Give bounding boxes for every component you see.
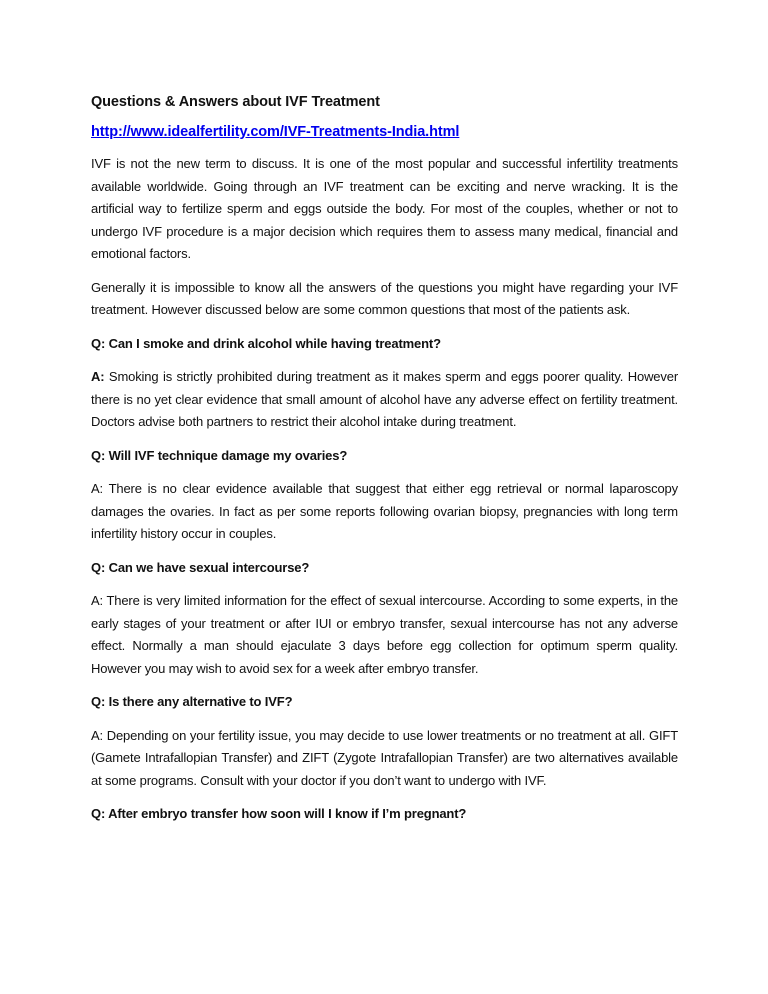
answer: A: There is very limited information for the effect of sexual intercourse. According to some experts, in the early stages of your treatment or after IUI or embryo transfer, sexual intercourse has not any adverse effect. Normally a man should ejaculate 3 days before egg collection for optimum sperm quality. However you may wish to avoid sex for a week after embryo transfer. (91, 593, 678, 676)
document-title: Questions & Answers about IVF Treatment (91, 94, 380, 110)
source-link[interactable]: http://www.idealfertility.com/IVF-Treatments-India.html (91, 124, 460, 140)
intro-paragraph: Generally it is impossible to know all the answers of the questions you might have regarding your IVF treatment. However discussed below are some common questions that most of the patients ask. (91, 279, 678, 317)
question: Q: Can we have sexual intercourse? (91, 559, 310, 575)
answer: A: Depending on your fertility issue, you may decide to use lower treatments or no treatment at all. GIFT (Gamete Intrafallopian Transfer) and ZIFT (Zygote Intrafallopian Transfer) are two alternatives available at some programs. Consult with your doctor if you don’t want to undergo with IVF. (91, 727, 678, 788)
intro-paragraph: IVF is not the new term to discuss. It is one of the most popular and successful infertility treatments available worldwide. Going through an IVF treatment can be exciting and nerve wracking. It is the artificial way to fertilize sperm and eggs outside the body. For most of the couples, whether or not to undergo IVF procedure is a major decision which requires them to assess many medical, financial and emotional factors. (91, 156, 678, 261)
answer-text: Smoking is strictly prohibited during treatment as it makes sperm and eggs poorer quality. However there is no yet clear evidence that small amount of alcohol have any adverse effect on fertility treatment. Doctors advise both partners to restrict their alcohol intake during treatment. (91, 369, 678, 429)
question: Q: After embryo transfer how soon will I know if I’m pregnant? (91, 806, 467, 821)
answer (91, 366, 678, 434)
document-body (91, 92, 678, 837)
question: Q: Will IVF technique damage my ovaries? (91, 447, 348, 463)
question: Q: Is there any alternative to IVF? (91, 694, 293, 709)
answer: A: There is no clear evidence available that suggest that either egg retrieval or normal laparoscopy damages the ovaries. In fact as per some reports following ovarian biopsy, pregnancies with long term infertility history occur in couples. (91, 481, 678, 541)
question: Q: Can I smoke and drink alcohol while having treatment? (91, 335, 441, 351)
answer-label: A: (91, 369, 105, 384)
